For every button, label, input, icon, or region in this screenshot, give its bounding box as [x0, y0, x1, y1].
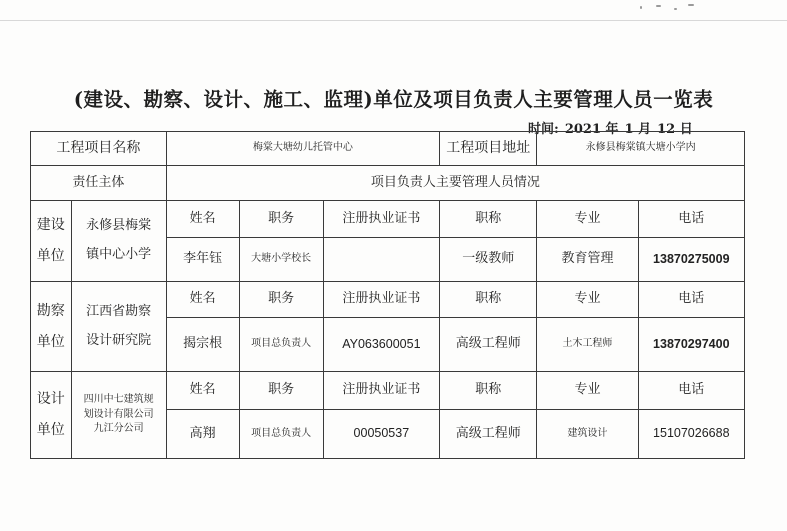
- unit-type: 建设 单位: [31, 201, 72, 282]
- unit-org: 四川中七建筑规 划设计有限公司 九江分公司: [71, 372, 166, 459]
- cert-header: 注册执业证书: [323, 282, 439, 318]
- phone-header: 电话: [638, 282, 744, 318]
- name-header: 姓名: [166, 372, 239, 410]
- title-header: 职称: [440, 282, 537, 318]
- person-major: 土木工程师: [537, 318, 638, 372]
- name-header: 姓名: [166, 282, 239, 318]
- person-name: 李年钰: [166, 238, 239, 282]
- subject-header: 责任主体: [31, 166, 167, 201]
- date-day: 12 日: [657, 122, 693, 137]
- phone-header: 电话: [638, 201, 744, 238]
- project-name-value: 梅棠大塘幼儿托管中心: [166, 132, 439, 166]
- person-phone: 13870275009: [638, 238, 744, 282]
- phone-header: 电话: [638, 372, 744, 410]
- major-header: 专业: [537, 201, 638, 238]
- project-name-label: 工程项目名称: [31, 132, 167, 166]
- project-row: [31, 132, 745, 166]
- unit-org: 永修县梅棠 镇中心小学: [71, 201, 166, 282]
- position-header: 职务: [239, 372, 323, 410]
- unit-org: 江西省勘察 设计研究院: [71, 282, 166, 372]
- info-header: 项目负责人主要管理人员情况: [166, 166, 744, 201]
- document-title: (建设、勘察、设计、施工、监理)单位及项目负责人主要管理人员一览表: [73, 88, 714, 111]
- position-header: 职务: [239, 282, 323, 318]
- person-cert: [323, 238, 439, 282]
- unit-header-row: [31, 372, 745, 410]
- scan-specks: [640, 2, 700, 12]
- date-month: 1 月: [624, 122, 652, 137]
- section-header-row: [31, 166, 745, 201]
- person-position: 项目总负责人: [239, 410, 323, 459]
- date-label: 时间:: [528, 122, 559, 137]
- title-header: 职称: [440, 201, 537, 238]
- person-cert: AY063600051: [323, 318, 439, 372]
- person-position: 大塘小学校长: [239, 238, 323, 282]
- project-address-label: 工程项目地址: [440, 132, 537, 166]
- person-title: 高级工程师: [440, 410, 537, 459]
- title-header: 职称: [440, 372, 537, 410]
- project-address-value: 永修县梅棠镇大塘小学内: [537, 132, 745, 166]
- unit-header-row: [31, 201, 745, 238]
- person-major: 教育管理: [537, 238, 638, 282]
- cert-header: 注册执业证书: [323, 201, 439, 238]
- unit-type: 设计 单位: [31, 372, 72, 459]
- person-title: 一级教师: [440, 238, 537, 282]
- date-year: 2021 年: [564, 122, 619, 137]
- position-header: 职务: [239, 201, 323, 238]
- unit-header-row: [31, 282, 745, 318]
- person-cert: 00050537: [323, 410, 439, 459]
- unit-type: 勘察 单位: [31, 282, 72, 372]
- name-header: 姓名: [166, 201, 239, 238]
- person-name: 揭宗根: [166, 318, 239, 372]
- person-phone: 15107026688: [638, 410, 744, 459]
- person-major: 建筑设计: [537, 410, 638, 459]
- personnel-table: [30, 131, 745, 459]
- scan-top-edge: [0, 20, 787, 21]
- person-phone: 13870297400: [638, 318, 744, 372]
- person-title: 高级工程师: [440, 318, 537, 372]
- major-header: 专业: [537, 282, 638, 318]
- cert-header: 注册执业证书: [323, 372, 439, 410]
- major-header: 专业: [537, 372, 638, 410]
- person-name: 高翔: [166, 410, 239, 459]
- person-position: 项目总负责人: [239, 318, 323, 372]
